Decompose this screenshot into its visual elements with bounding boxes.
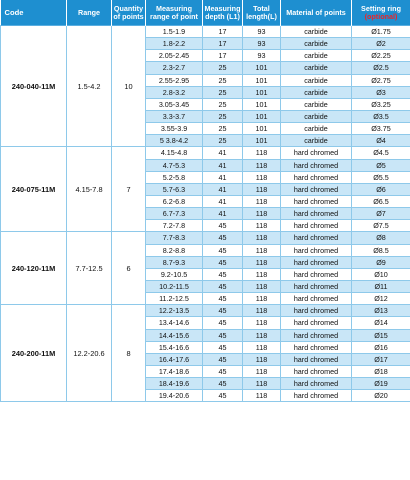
cell-material: hard chromed	[281, 159, 352, 171]
cell-measuring-range: 4.15-4.8	[146, 147, 203, 159]
cell-material: hard chromed	[281, 183, 352, 195]
cell-material: carbide	[281, 50, 352, 62]
group-code: 240-120-11M	[1, 232, 67, 305]
table-row	[1, 26, 410, 38]
cell-measuring-range: 18.4-19.6	[146, 378, 203, 390]
header-total-length: Total length(L)	[243, 0, 281, 26]
cell-measuring-depth: 17	[203, 38, 243, 50]
cell-material: hard chromed	[281, 329, 352, 341]
table-row	[1, 147, 410, 159]
cell-setting-ring: Ø3	[352, 86, 410, 98]
cell-measuring-range: 6.2-6.8	[146, 195, 203, 207]
cell-measuring-range: 3.55-3.9	[146, 123, 203, 135]
cell-measuring-range: 8.7-9.3	[146, 256, 203, 268]
cell-total-length: 118	[243, 378, 281, 390]
cell-total-length: 118	[243, 232, 281, 244]
cell-measuring-depth: 25	[203, 98, 243, 110]
cell-material: hard chromed	[281, 280, 352, 292]
cell-setting-ring: Ø2	[352, 38, 410, 50]
group-quantity: 6	[112, 232, 146, 305]
cell-material: hard chromed	[281, 305, 352, 317]
cell-total-length: 101	[243, 62, 281, 74]
cell-measuring-range: 17.4-18.6	[146, 365, 203, 377]
group-quantity: 7	[112, 147, 146, 232]
cell-measuring-range: 6.7-7.3	[146, 208, 203, 220]
cell-measuring-depth: 25	[203, 74, 243, 86]
cell-measuring-range: 12.2-13.5	[146, 305, 203, 317]
cell-setting-ring: Ø3.75	[352, 123, 410, 135]
table-row	[1, 232, 410, 244]
cell-measuring-depth: 25	[203, 110, 243, 122]
cell-measuring-depth: 45	[203, 365, 243, 377]
cell-setting-ring: Ø8.5	[352, 244, 410, 256]
cell-measuring-depth: 45	[203, 293, 243, 305]
cell-measuring-range: 15.4-16.6	[146, 341, 203, 353]
cell-setting-ring: Ø2.25	[352, 50, 410, 62]
cell-measuring-range: 5 3.8-4.2	[146, 135, 203, 147]
header-code: Code	[1, 0, 67, 26]
cell-setting-ring: Ø11	[352, 280, 410, 292]
table-row	[1, 305, 410, 317]
cell-material: hard chromed	[281, 220, 352, 232]
cell-total-length: 101	[243, 86, 281, 98]
cell-material: hard chromed	[281, 147, 352, 159]
cell-total-length: 118	[243, 244, 281, 256]
cell-material: hard chromed	[281, 232, 352, 244]
cell-measuring-depth: 45	[203, 280, 243, 292]
cell-total-length: 93	[243, 38, 281, 50]
cell-measuring-depth: 45	[203, 232, 243, 244]
group-range: 7.7-12.5	[67, 232, 112, 305]
cell-setting-ring: Ø7	[352, 208, 410, 220]
cell-total-length: 118	[243, 195, 281, 207]
cell-measuring-range: 10.2-11.5	[146, 280, 203, 292]
cell-measuring-depth: 45	[203, 378, 243, 390]
cell-total-length: 101	[243, 123, 281, 135]
group-range: 12.2-20.6	[67, 305, 112, 402]
cell-measuring-depth: 41	[203, 195, 243, 207]
cell-total-length: 118	[243, 171, 281, 183]
cell-material: hard chromed	[281, 256, 352, 268]
cell-total-length: 118	[243, 365, 281, 377]
cell-measuring-range: 11.2-12.5	[146, 293, 203, 305]
cell-material: carbide	[281, 98, 352, 110]
header-setting-ring-note: (optional)	[364, 11, 398, 21]
group-quantity: 8	[112, 305, 146, 402]
cell-setting-ring: Ø4.5	[352, 147, 410, 159]
cell-material: hard chromed	[281, 317, 352, 329]
cell-material: carbide	[281, 135, 352, 147]
cell-material: hard chromed	[281, 171, 352, 183]
cell-measuring-depth: 25	[203, 135, 243, 147]
cell-setting-ring: Ø1.75	[352, 26, 410, 38]
cell-setting-ring: Ø7.5	[352, 220, 410, 232]
cell-setting-ring: Ø6.5	[352, 195, 410, 207]
cell-setting-ring: Ø17	[352, 353, 410, 365]
cell-measuring-depth: 41	[203, 183, 243, 195]
header-measuring-range: Measuring range of point	[146, 0, 203, 26]
cell-measuring-range: 7.7-8.3	[146, 232, 203, 244]
cell-total-length: 118	[243, 256, 281, 268]
cell-setting-ring: Ø14	[352, 317, 410, 329]
cell-measuring-range: 7.2-7.8	[146, 220, 203, 232]
cell-measuring-range: 5.2-5.8	[146, 171, 203, 183]
cell-measuring-depth: 45	[203, 244, 243, 256]
cell-material: hard chromed	[281, 353, 352, 365]
cell-measuring-range: 2.3-2.7	[146, 62, 203, 74]
cell-total-length: 118	[243, 159, 281, 171]
cell-measuring-depth: 45	[203, 268, 243, 280]
cell-material: hard chromed	[281, 293, 352, 305]
cell-setting-ring: Ø6	[352, 183, 410, 195]
cell-total-length: 118	[243, 268, 281, 280]
cell-material: carbide	[281, 123, 352, 135]
cell-measuring-range: 16.4-17.6	[146, 353, 203, 365]
cell-measuring-range: 3.3-3.7	[146, 110, 203, 122]
header-quantity: Quantity of points	[112, 0, 146, 26]
cell-total-length: 118	[243, 305, 281, 317]
cell-measuring-depth: 25	[203, 62, 243, 74]
group-range: 1.5-4.2	[67, 26, 112, 147]
cell-total-length: 101	[243, 74, 281, 86]
cell-measuring-depth: 41	[203, 208, 243, 220]
cell-material: carbide	[281, 110, 352, 122]
cell-measuring-depth: 41	[203, 171, 243, 183]
cell-measuring-depth: 45	[203, 341, 243, 353]
cell-material: carbide	[281, 38, 352, 50]
cell-setting-ring: Ø9	[352, 256, 410, 268]
header-measuring-depth: Measuring depth (L1)	[203, 0, 243, 26]
header-range: Range	[67, 0, 112, 26]
cell-total-length: 118	[243, 208, 281, 220]
cell-total-length: 118	[243, 293, 281, 305]
cell-setting-ring: Ø10	[352, 268, 410, 280]
cell-total-length: 118	[243, 353, 281, 365]
header-material: Material of points	[281, 0, 352, 26]
cell-material: carbide	[281, 62, 352, 74]
cell-material: hard chromed	[281, 244, 352, 256]
cell-setting-ring: Ø5	[352, 159, 410, 171]
cell-measuring-range: 4.7-5.3	[146, 159, 203, 171]
cell-material: hard chromed	[281, 378, 352, 390]
table-body	[1, 26, 410, 402]
header-setting-ring	[352, 0, 410, 26]
cell-total-length: 101	[243, 110, 281, 122]
cell-measuring-range: 14.4-15.6	[146, 329, 203, 341]
cell-material: hard chromed	[281, 268, 352, 280]
cell-total-length: 93	[243, 26, 281, 38]
cell-setting-ring: Ø2.5	[352, 62, 410, 74]
cell-measuring-range: 9.2-10.5	[146, 268, 203, 280]
cell-measuring-depth: 45	[203, 256, 243, 268]
cell-measuring-depth: 41	[203, 159, 243, 171]
cell-total-length: 118	[243, 390, 281, 402]
cell-measuring-range: 13.4-14.6	[146, 317, 203, 329]
group-code: 240-040-11M	[1, 26, 67, 147]
cell-measuring-range: 2.05-2.45	[146, 50, 203, 62]
cell-setting-ring: Ø3.5	[352, 110, 410, 122]
cell-measuring-depth: 45	[203, 390, 243, 402]
cell-setting-ring: Ø13	[352, 305, 410, 317]
cell-setting-ring: Ø15	[352, 329, 410, 341]
cell-material: hard chromed	[281, 390, 352, 402]
cell-measuring-depth: 17	[203, 50, 243, 62]
cell-setting-ring: Ø16	[352, 341, 410, 353]
cell-measuring-depth: 45	[203, 317, 243, 329]
cell-measuring-depth: 45	[203, 305, 243, 317]
cell-total-length: 93	[243, 50, 281, 62]
cell-total-length: 118	[243, 147, 281, 159]
cell-material: hard chromed	[281, 341, 352, 353]
cell-material: hard chromed	[281, 195, 352, 207]
header-setting-ring-label: Setting ring	[361, 3, 401, 13]
cell-setting-ring: Ø8	[352, 232, 410, 244]
cell-measuring-depth: 41	[203, 147, 243, 159]
cell-setting-ring: Ø4	[352, 135, 410, 147]
cell-measuring-range: 5.7-6.3	[146, 183, 203, 195]
cell-measuring-depth: 25	[203, 123, 243, 135]
cell-setting-ring: Ø18	[352, 365, 410, 377]
cell-setting-ring: Ø12	[352, 293, 410, 305]
cell-material: carbide	[281, 74, 352, 86]
header-row	[1, 0, 410, 26]
cell-measuring-range: 2.55-2.95	[146, 74, 203, 86]
cell-total-length: 118	[243, 183, 281, 195]
cell-measuring-depth: 45	[203, 329, 243, 341]
cell-measuring-range: 1.8-2.2	[146, 38, 203, 50]
cell-measuring-range: 3.05-3.45	[146, 98, 203, 110]
cell-measuring-range: 1.5-1.9	[146, 26, 203, 38]
cell-setting-ring: Ø3.25	[352, 98, 410, 110]
cell-measuring-depth: 45	[203, 220, 243, 232]
cell-measuring-range: 8.2-8.8	[146, 244, 203, 256]
cell-measuring-range: 19.4-20.6	[146, 390, 203, 402]
cell-total-length: 118	[243, 280, 281, 292]
cell-material: hard chromed	[281, 208, 352, 220]
group-code: 240-075-11M	[1, 147, 67, 232]
cell-measuring-depth: 17	[203, 26, 243, 38]
cell-total-length: 118	[243, 220, 281, 232]
cell-material: hard chromed	[281, 365, 352, 377]
cell-material: carbide	[281, 26, 352, 38]
cell-setting-ring: Ø5.5	[352, 171, 410, 183]
cell-total-length: 101	[243, 135, 281, 147]
group-quantity: 10	[112, 26, 146, 147]
table-header	[1, 0, 410, 26]
cell-setting-ring: Ø20	[352, 390, 410, 402]
group-code: 240-200-11M	[1, 305, 67, 402]
cell-measuring-depth: 45	[203, 353, 243, 365]
cell-measuring-range: 2.8-3.2	[146, 86, 203, 98]
cell-measuring-depth: 25	[203, 86, 243, 98]
cell-setting-ring: Ø2.75	[352, 74, 410, 86]
cell-total-length: 118	[243, 341, 281, 353]
cell-total-length: 118	[243, 317, 281, 329]
cell-material: carbide	[281, 86, 352, 98]
cell-total-length: 118	[243, 329, 281, 341]
cell-setting-ring: Ø19	[352, 378, 410, 390]
cell-total-length: 101	[243, 98, 281, 110]
group-range: 4.15-7.8	[67, 147, 112, 232]
